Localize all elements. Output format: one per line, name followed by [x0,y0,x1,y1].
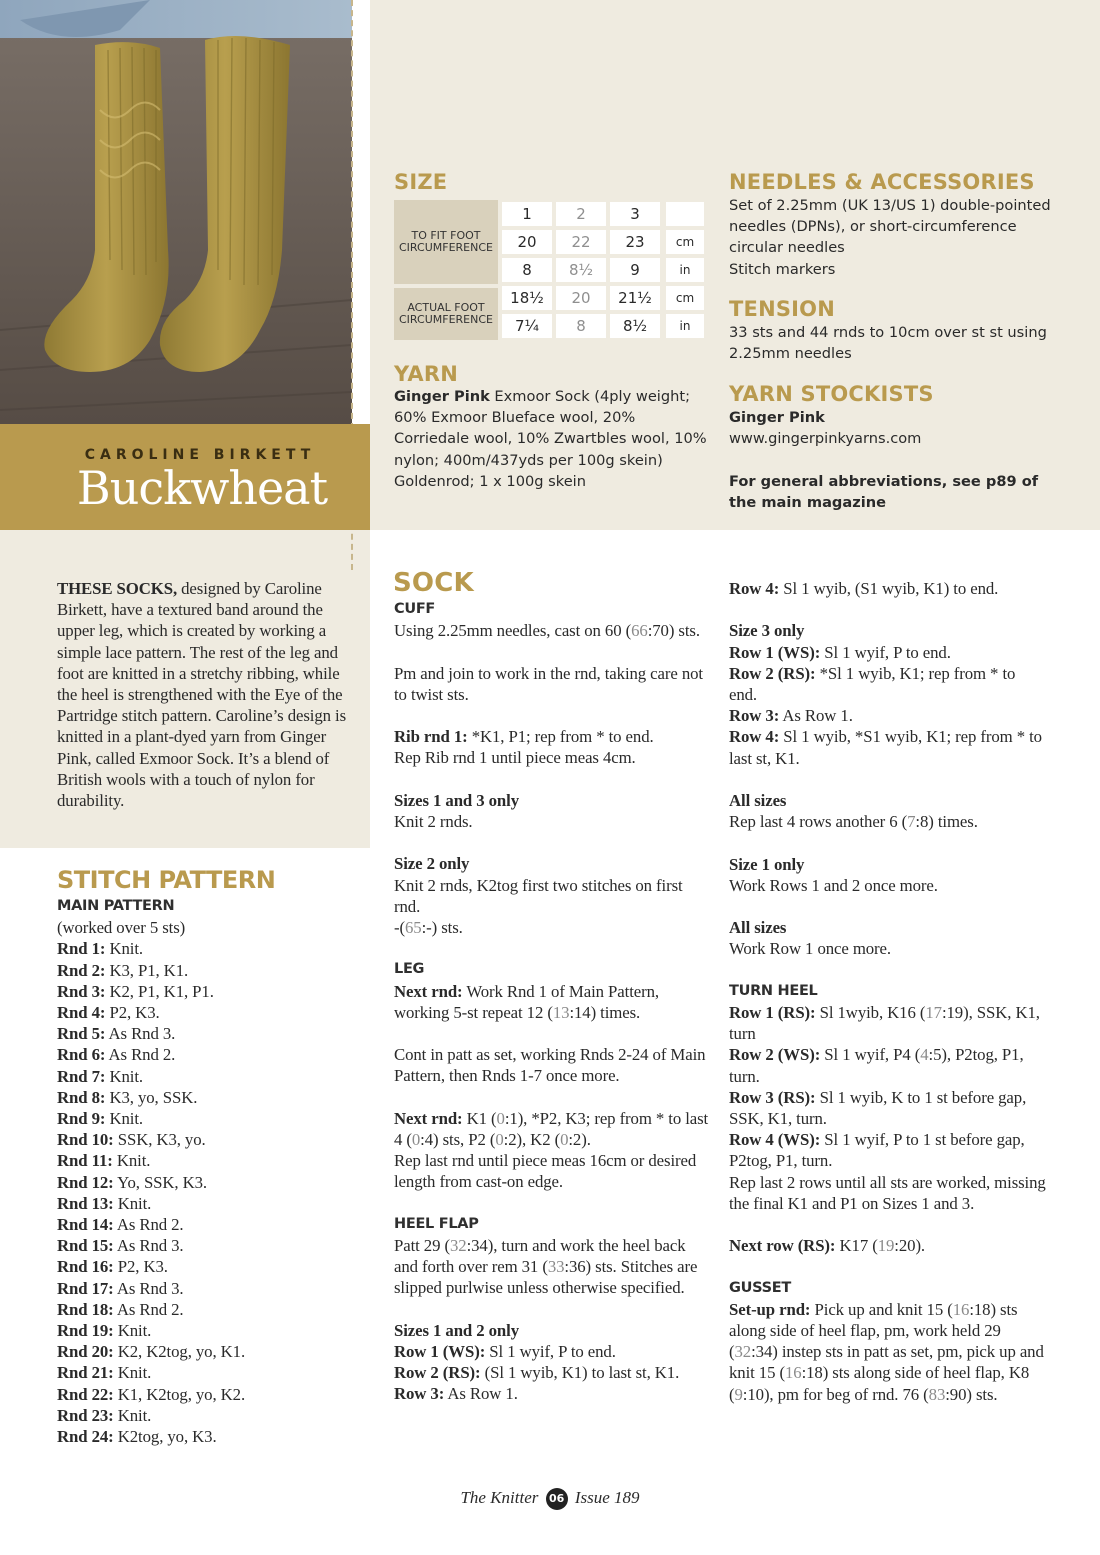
yarn-brand: Ginger Pink [394,388,490,405]
round-label: Rnd 17: [57,1278,114,1298]
round-row [57,1172,357,1193]
round-text: As Rnd 3. [105,1024,176,1044]
round-label: Rnd 1: [57,939,106,959]
sizes-1-2-label: Sizes 1 and 2 only [394,1320,520,1340]
sizes-1-3-text: Knit 2 rnds. [394,811,473,831]
round-label: Rnd 23: [57,1405,114,1425]
gusset-setup: Set-up rnd: Pick up and knit 15 (16:18) sts along side of heel flap, pm, work held 29 (32:34) instep sts in patt as set, pm, pick up and knit 15 (16:18) sts along side of heel flap, K8 (9:10), pm for beg of rnd. 76 (83:90) sts. [729,1299,1044,1404]
round-label: Rnd 19: [57,1321,114,1341]
actual-in-cell: 7¼ [502,314,552,338]
intro-lead: THESE SOCKS, [57,579,178,598]
tension-text: 33 sts and 44 rnds to 10cm over st st using 2.25mm needles [729,324,1047,363]
round-text: K2, K2tog, yo, K1. [113,1342,246,1362]
round-label: Rnd 22: [57,1384,114,1404]
round-label: Rnd 2: [57,960,106,980]
size-1-label: Size 1 only [729,854,805,874]
stockists-heading: YARN STOCKISTS [729,382,934,406]
round-text: Knit. [105,1066,143,1086]
sock-photo-illustration [0,0,352,424]
round-row [57,1108,357,1129]
magazine-name: The Knitter [460,1488,539,1507]
round-text: As Rnd 3. [113,1236,184,1256]
actual-cm-cell: 18½ [502,286,552,310]
cuff-subheading: CUFF [394,601,436,617]
round-row [57,1044,357,1065]
leg-repeat: Rep last rnd until piece meas 16cm or desired length from cast-on edge. [394,1151,697,1192]
size-3-label: Size 3 only [729,621,805,641]
round-row [57,1129,357,1150]
heel-row-1: Row 1 (WS): Sl 1 wyif, P to end. [394,1341,616,1361]
heel-column [729,578,1047,1405]
round-row [57,1384,357,1405]
unit-cell: cm [666,230,704,254]
round-row [57,1066,357,1087]
heel-row-2: Row 2 (RS): (Sl 1 wyib, K1) to last st, K1. [394,1363,680,1383]
fit-cm-cell: 23 [610,230,660,254]
actual-cm-cell: 21½ [610,286,660,310]
turn-row-2: Row 2 (WS): Sl 1 wyif, P4 (4:5), P2tog, P1, turn. [729,1045,1024,1086]
round-text: As Rnd 2. [113,1299,184,1319]
round-text: Knit. [105,1109,143,1129]
cuff-join: Pm and join to work in the rnd, taking care not to twist sts. [394,663,703,704]
round-label: Rnd 11: [57,1151,113,1171]
all-sizes-text: Rep last 4 rows another 6 (7:8) times. [729,812,978,832]
actual-label: ACTUAL FOOT CIRCUMFERENCE [394,288,498,340]
size-1-text: Work Rows 1 and 2 once more. [729,875,938,895]
issue-number: Issue 189 [574,1488,640,1507]
round-label: Rnd 6: [57,1045,106,1065]
turn-heel-subheading: TURN HEEL [729,982,818,999]
all-sizes-text: Work Row 1 once more. [729,939,891,959]
unit-cell: cm [666,286,704,310]
round-row [57,1341,357,1362]
fit-in-cell: 9 [610,258,660,282]
needles-heading: NEEDLES & ACCESSORIES [729,170,1035,194]
size-table [394,200,706,340]
sizes-1-3-label: Sizes 1 and 3 only [394,790,520,810]
round-text: Knit. [113,1405,152,1425]
round-row [57,1299,357,1320]
size-2-sts: -(65:-) sts. [394,917,463,937]
round-text: As Rnd 2. [105,1045,176,1065]
round-row [57,1193,357,1214]
size-2-label: Size 2 only [394,854,470,874]
heel-flap-subheading: HEEL FLAP [394,1215,479,1232]
cuff-cast-on: Using 2.25mm needles, cast on 60 (66:70) sts. [394,621,700,641]
rib-rnd: Rib rnd 1: *K1, P1; rep from * to end. [394,727,654,747]
round-row [57,1235,357,1256]
stockist-name: Ginger Pink [729,409,825,426]
round-label: Rnd 21: [57,1363,114,1383]
round-row [57,1002,357,1023]
round-text: P2, K3. [105,1003,160,1023]
stockist-url[interactable]: www.gingerpinkyarns.com [729,430,922,448]
yarn-details [394,386,714,492]
size3-row-3: Row 3: As Row 1. [729,706,853,726]
size-cell: 1 [502,202,552,226]
fit-label: TO FIT FOOT CIRCUMFERENCE [394,200,498,284]
stitch-pattern-body [57,896,357,1447]
size-cell: 2 [556,202,606,226]
round-label: Rnd 18: [57,1299,114,1319]
round-row [57,1426,357,1447]
intro-text [57,578,352,811]
round-row [57,938,357,959]
size-heading: SIZE [394,170,448,194]
leg-subheading: LEG [394,961,425,978]
round-text: Knit. [113,1363,152,1383]
round-row [57,1150,357,1171]
fit-in-cell: 8½ [556,258,606,282]
size3-row-2: Row 2 (RS): *Sl 1 wyib, K1; rep from * to end. [729,663,1016,704]
round-row [57,1405,357,1426]
round-row [57,981,357,1002]
all-sizes-label: All sizes [729,918,787,938]
turn-row-4: Row 4 (WS): Sl 1 wyif, P to 1 st before gap, P2tog, P1, turn. [729,1130,1025,1171]
all-sizes-label: All sizes [729,791,787,810]
unit-cell: in [666,314,704,338]
round-label: Rnd 15: [57,1236,114,1256]
stitch-pattern-heading: STITCH PATTERN [57,866,276,894]
round-row [57,960,357,981]
heel-row-4: Row 4: Sl 1 wyib, (S1 wyib, K1) to end. [729,579,999,598]
next-row: Next row (RS): K17 (19:20). [729,1236,926,1256]
round-text: K2tog, yo, K3. [113,1427,217,1447]
round-row [57,1256,357,1277]
leg-next-rnd: Next rnd: Work Rnd 1 of Main Pattern, working 5-st repeat 12 (13:14) times. [394,981,659,1022]
round-row [57,1320,357,1341]
actual-in-cell: 8½ [610,314,660,338]
intro-body: designed by Caroline Birkett, have a textured band around the upper leg, which is created by working a simple lace pattern. The rest of the leg and foot are knitted in a stretchy ribbing, while the heel is strengthened with the Eye of the Partridge stitch pattern. Caroline’s design is knitted in a plant-dyed yarn from Ginger Pink, called Exmoor Sock. It’s a blend of British wools with a touch of nylon for durability. [57,579,347,811]
round-label: Rnd 9: [57,1109,106,1129]
tension-heading: TENSION [729,297,836,321]
round-label: Rnd 13: [57,1193,114,1213]
needles-details [729,195,1064,280]
yarn-text: Exmoor Sock (4ply weight; 60% Exmoor Blueface wool, 20% Corriedale wool, 10% Zwartbles wool, 10% nylon; 400m/437yds per 100g skein) Goldenrod; 1 x 100g skein [394,388,707,490]
fit-cm-cell: 22 [556,230,606,254]
round-label: Rnd 24: [57,1427,114,1447]
size-cell: 3 [610,202,660,226]
rounds-list [57,938,357,1447]
turn-row-1: Row 1 (RS): Sl 1wyib, K16 (17:19), SSK, K1, turn [729,1002,1040,1044]
round-label: Rnd 20: [57,1342,114,1362]
main-pattern-subheading: MAIN PATTERN [57,898,175,914]
photo-edge [352,0,370,424]
page-number: 06 [546,1488,568,1510]
round-text: K3, P1, K1. [105,960,189,980]
round-text: P2, K3. [113,1257,168,1277]
actual-in-cell: 8 [556,314,606,338]
size3-row-1: Row 1 (WS): Sl 1 wyif, P to end. [729,642,951,662]
round-text: Knit. [105,939,143,959]
round-text: Knit. [112,1151,151,1171]
round-row [57,1214,357,1235]
blank-cell [666,202,704,226]
main-pattern-note: (worked over 5 sts) [57,918,186,938]
round-label: Rnd 14: [57,1215,114,1235]
size-2-text: Knit 2 rnds, K2tog first two stitches on first rnd. [394,875,683,916]
sock-heading: SOCK [393,568,474,598]
leg-continue: Cont in patt as set, working Rnds 2-24 of Main Pattern, then Rnds 1-7 once more. [394,1045,706,1086]
round-row [57,1278,357,1299]
round-text: SSK, K3, yo. [113,1130,206,1150]
designer-name: CAROLINE BIRKETT [84,447,316,463]
heel-row-3: Row 3: As Row 1. [394,1384,518,1404]
round-label: Rnd 12: [57,1172,114,1192]
round-text: K2, P1, K1, P1. [105,981,214,1001]
sock-column [394,599,712,1405]
round-text: Yo, SSK, K3. [113,1172,208,1192]
round-text: As Rnd 2. [113,1215,184,1235]
stockists-details [729,407,1064,513]
heel-flap-text: Patt 29 (32:34), turn and work the heel back and forth over rem 31 (33:36) sts. Stitches are slipped purlwise unless otherwise specified. [394,1235,698,1298]
round-label: Rnd 7: [57,1066,106,1086]
sock-photo [0,0,352,424]
round-text: As Rnd 3. [113,1278,184,1298]
round-label: Rnd 4: [57,1003,106,1023]
needles-line: Set of 2.25mm (UK 13/US 1) double-pointed needles (DPNs), or short-circumference circular needles [729,197,1051,257]
round-label: Rnd 10: [57,1130,114,1150]
round-label: Rnd 3: [57,981,106,1001]
turn-row-3: Row 3 (RS): Sl 1 wyib, K to 1 st before gap, SSK, K1, turn. [729,1087,1027,1128]
needles-line: Stitch markers [729,260,836,278]
actual-cm-cell: 20 [556,286,606,310]
fit-in-cell: 8 [502,258,552,282]
round-label: Rnd 16: [57,1257,114,1277]
round-row [57,1362,357,1383]
size3-row-4: Row 4: Sl 1 wyib, *S1 wyib, K1; rep from * to last st, K1. [729,727,1042,768]
yarn-heading: YARN [394,362,458,386]
pattern-title: Buckwheat [76,461,328,515]
fit-cm-cell: 20 [502,230,552,254]
leg-next-rnd-2: Next rnd: K1 (0:1), *P2, K3; rep from * to last 4 (0:4) sts, P2 (0:2), K2 (0:2). [394,1108,709,1149]
round-label: Rnd 5: [57,1024,106,1044]
abbreviations-note: For general abbreviations, see p89 of the main magazine [729,472,1039,511]
rib-repeat: Rep Rib rnd 1 until piece meas 4cm. [394,748,636,768]
round-row [57,1087,357,1108]
turn-repeat: Rep last 2 rows until all sts are worked, missing the final K1 and P1 on Sizes 1 and 3. [729,1172,1046,1213]
round-row [57,1023,357,1044]
round-text: Knit. [113,1321,152,1341]
page-footer [0,1488,1100,1510]
round-label: Rnd 8: [57,1087,106,1107]
round-text: K3, yo, SSK. [105,1087,198,1107]
round-text: K1, K2tog, yo, K2. [113,1384,246,1404]
round-text: Knit. [113,1193,152,1213]
unit-cell: in [666,258,704,282]
gusset-subheading: GUSSET [729,1279,791,1296]
